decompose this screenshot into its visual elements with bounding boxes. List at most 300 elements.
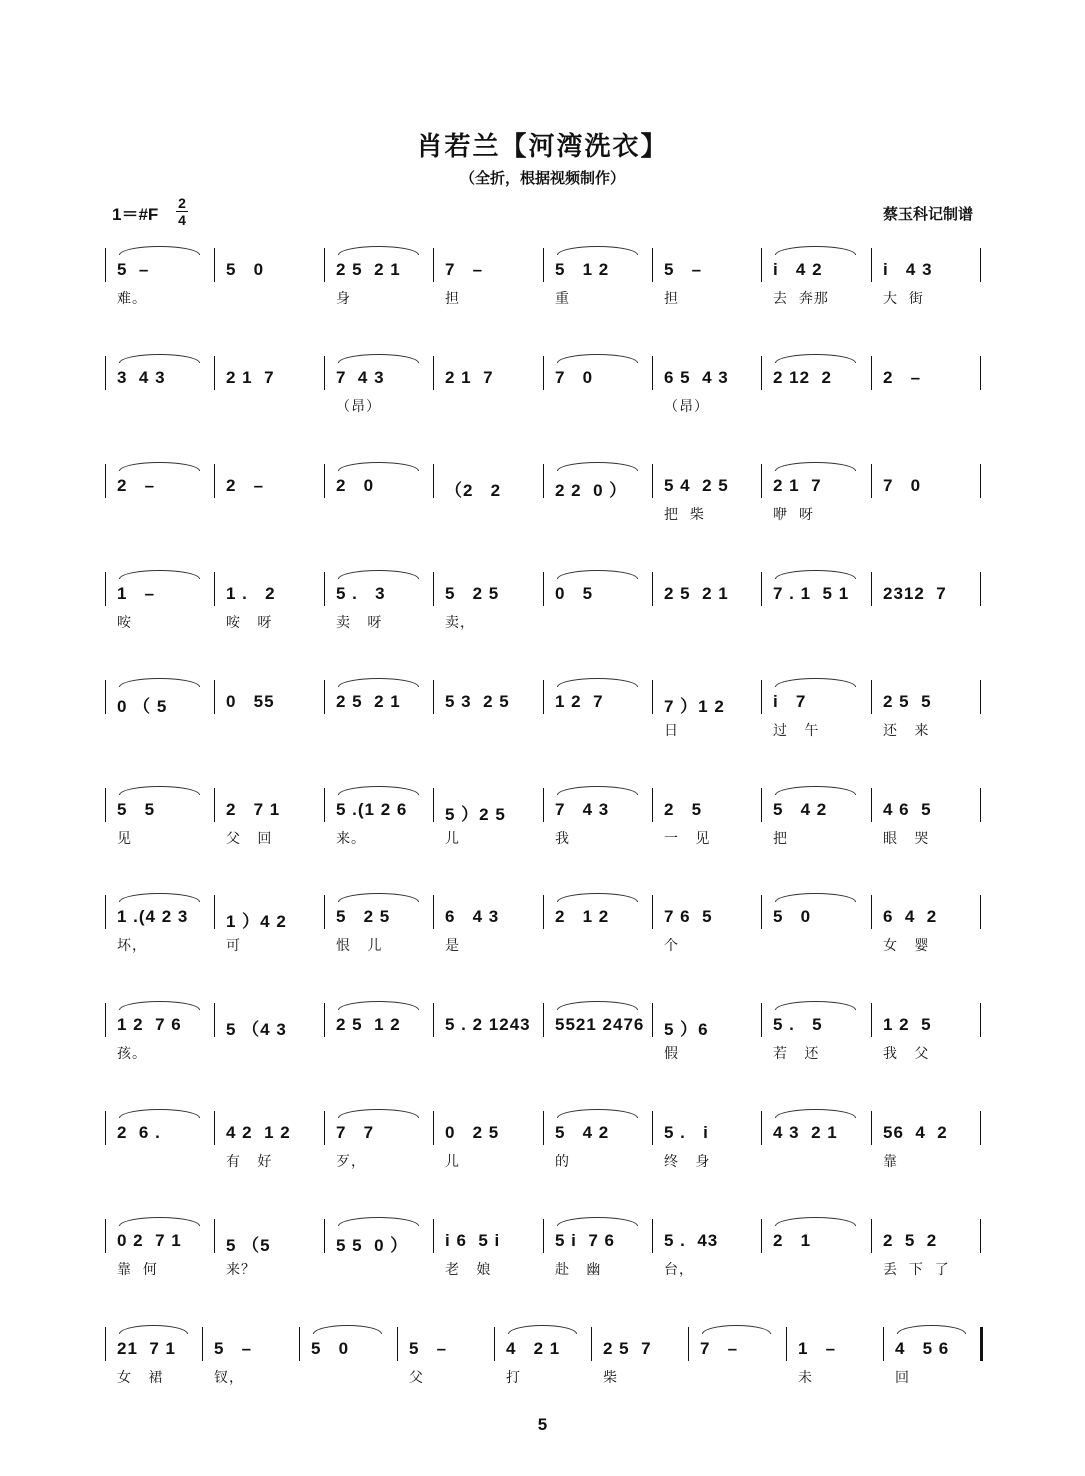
measure-notes: 7 4 3 bbox=[555, 800, 610, 819]
measure-lyrics: 难。 bbox=[117, 291, 147, 307]
measure-notes: 5 . 43 bbox=[664, 1231, 719, 1250]
bar-line bbox=[980, 788, 981, 822]
measure-lyrics: 打 bbox=[506, 1370, 521, 1386]
slur-mark bbox=[557, 462, 638, 471]
slur-mark bbox=[338, 462, 419, 471]
bar-line bbox=[324, 680, 325, 714]
slur-mark bbox=[775, 678, 856, 687]
slur-mark bbox=[775, 462, 856, 471]
measure-notes: 2 7 1 bbox=[226, 800, 281, 819]
bar-line bbox=[543, 788, 544, 822]
slur-mark bbox=[119, 1109, 200, 1118]
measure-notes: i 4 2 bbox=[773, 260, 823, 279]
bar-line bbox=[214, 356, 215, 390]
bar-line bbox=[105, 1111, 106, 1145]
measure-lyrics: 担 bbox=[445, 291, 460, 307]
bar-line bbox=[761, 788, 762, 822]
slur-mark bbox=[119, 893, 200, 902]
measure-notes: 2 5 2 1 bbox=[336, 692, 401, 711]
bar-line bbox=[761, 680, 762, 714]
bar-line bbox=[761, 1219, 762, 1253]
measure-lyrics: 个 bbox=[664, 938, 679, 954]
measure-notes: 2 5 2 1 bbox=[664, 584, 729, 603]
measure-lyrics: 坏， bbox=[117, 938, 147, 954]
bar-line bbox=[105, 248, 106, 282]
measure-notes: 4 2 1 bbox=[506, 1339, 561, 1358]
bar-line bbox=[105, 464, 106, 498]
measure-notes: 2 1 bbox=[773, 1231, 812, 1250]
measure-lyrics: 卖 呀 bbox=[336, 615, 383, 631]
score-row bbox=[105, 1109, 980, 1199]
bar-line bbox=[299, 1327, 300, 1361]
measure-notes: 2 1 7 bbox=[226, 368, 275, 387]
measure-notes: 5 4 2 bbox=[773, 800, 828, 819]
bar-line bbox=[543, 895, 544, 929]
measure-notes: 2 – bbox=[883, 368, 922, 387]
bar-line bbox=[761, 248, 762, 282]
measure-notes: 5 2 5 bbox=[336, 907, 391, 926]
bar-line bbox=[871, 356, 872, 390]
bar-line bbox=[214, 1111, 215, 1145]
bar-line bbox=[652, 1111, 653, 1145]
measure-lyrics: 的 bbox=[555, 1154, 570, 1170]
measure-lyrics: 咹 呀 bbox=[226, 615, 273, 631]
measure-notes: 6 4 3 bbox=[445, 907, 500, 926]
measure-lyrics: 日 bbox=[664, 723, 679, 739]
bar-line bbox=[688, 1327, 689, 1361]
bar-line bbox=[652, 788, 653, 822]
measure-notes: 0 55 bbox=[226, 692, 275, 711]
measure-notes: 5 . i bbox=[664, 1123, 709, 1142]
measure-notes: 6 5 4 3 bbox=[664, 368, 729, 387]
bar-line bbox=[324, 895, 325, 929]
measure-notes: 5 – bbox=[117, 260, 150, 279]
bar-line bbox=[761, 895, 762, 929]
measure-lyrics: 是 bbox=[445, 938, 460, 954]
bar-line bbox=[324, 1219, 325, 1253]
measure-lyrics: 父 bbox=[409, 1370, 424, 1386]
measure-notes: 5 2 5 bbox=[445, 584, 500, 603]
measure-notes: 2 5 1 2 bbox=[336, 1015, 401, 1034]
measure-notes: 7 – bbox=[445, 260, 484, 279]
bar-line bbox=[214, 895, 215, 929]
measure-lyrics: 把 bbox=[773, 831, 788, 847]
bar-line bbox=[105, 1219, 106, 1253]
score-row bbox=[105, 1001, 980, 1091]
slur-mark bbox=[775, 246, 856, 255]
bar-line bbox=[214, 680, 215, 714]
bar-line bbox=[980, 1111, 981, 1145]
score-row bbox=[105, 1325, 980, 1415]
bar-line bbox=[105, 1327, 106, 1361]
measure-lyrics: 可 bbox=[226, 938, 241, 954]
bar-line bbox=[324, 248, 325, 282]
measure-notes: 1 2 5 bbox=[883, 1015, 932, 1034]
page-subtitle: （全折，根据视频制作） bbox=[459, 169, 625, 187]
measure-notes: 5 – bbox=[409, 1339, 448, 1358]
bar-line bbox=[105, 1003, 106, 1037]
bar-line bbox=[543, 572, 544, 606]
bar-line bbox=[214, 248, 215, 282]
measure-notes: 2 1 7 bbox=[773, 476, 822, 495]
bar-line bbox=[761, 464, 762, 498]
measure-lyrics: 去 奔那 bbox=[773, 291, 829, 307]
bar-line bbox=[980, 572, 981, 606]
bar-line bbox=[652, 248, 653, 282]
measure-lyrics: 见 bbox=[117, 831, 132, 847]
measure-notes: 5521 2476 bbox=[555, 1015, 645, 1034]
slur-mark bbox=[338, 1001, 419, 1010]
bar-line bbox=[652, 1219, 653, 1253]
bar-line bbox=[761, 572, 762, 606]
measure-lyrics: 丢 下 了 bbox=[883, 1262, 950, 1278]
bar-line bbox=[786, 1327, 787, 1361]
measure-notes: i 7 bbox=[773, 692, 807, 711]
bar-line bbox=[433, 1111, 434, 1145]
measure-notes: 5 5 bbox=[117, 800, 156, 819]
bar-line bbox=[324, 572, 325, 606]
key-signature: 1＝#F bbox=[112, 205, 159, 224]
measure-notes: 1 2 7 bbox=[555, 692, 604, 711]
measure-notes: 2 5 2 bbox=[883, 1231, 938, 1250]
bar-line bbox=[105, 356, 106, 390]
measure-lyrics: 假 bbox=[664, 1046, 679, 1062]
slur-mark bbox=[119, 678, 200, 687]
measure-lyrics: 眼 哭 bbox=[883, 831, 930, 847]
bar-line bbox=[433, 788, 434, 822]
measure-notes: 5 – bbox=[214, 1339, 253, 1358]
bar-line bbox=[324, 464, 325, 498]
measure-notes: 5 ）2 5 bbox=[445, 805, 506, 824]
measure-lyrics: 终 身 bbox=[664, 1154, 711, 1170]
measure-notes: 5 5 0 ） bbox=[336, 1236, 409, 1255]
measure-lyrics: 有 好 bbox=[226, 1154, 273, 1170]
measure-lyrics: 若 还 bbox=[773, 1046, 820, 1062]
bar-line bbox=[871, 1003, 872, 1037]
measure-notes: 4 6 5 bbox=[883, 800, 932, 819]
measure-notes: 5 i 7 6 bbox=[555, 1231, 615, 1250]
measure-notes: 2312 7 bbox=[883, 584, 947, 603]
measure-notes: 5 0 bbox=[773, 907, 812, 926]
slur-mark bbox=[775, 1109, 856, 1118]
measure-notes: 1 – bbox=[117, 584, 156, 603]
measure-notes: 7 – bbox=[700, 1339, 739, 1358]
meter-bottom: 4 bbox=[178, 212, 186, 228]
slur-mark bbox=[338, 570, 419, 579]
measure-lyrics: 父 回 bbox=[226, 831, 273, 847]
bar-line bbox=[105, 788, 106, 822]
bar-line bbox=[214, 1219, 215, 1253]
slur-mark bbox=[557, 1109, 638, 1118]
measure-lyrics: 身 bbox=[336, 291, 351, 307]
time-signature bbox=[176, 196, 188, 227]
bar-line bbox=[214, 788, 215, 822]
bar-line bbox=[652, 895, 653, 929]
score-row bbox=[105, 462, 980, 552]
measure-notes: 56 4 2 bbox=[883, 1123, 948, 1142]
measure-notes: 0 2 5 bbox=[445, 1123, 500, 1142]
measure-notes: 7 ）1 2 bbox=[664, 697, 725, 716]
slur-mark bbox=[508, 1325, 577, 1334]
measure-lyrics: （昂） bbox=[664, 399, 709, 415]
score-row bbox=[105, 786, 980, 876]
transcriber-credit: 蔡玉科记制谱 bbox=[882, 205, 973, 223]
slur-mark bbox=[897, 1325, 966, 1334]
bar-line bbox=[761, 356, 762, 390]
bar-line bbox=[980, 248, 981, 282]
measure-notes: 5 （4 3 bbox=[226, 1020, 287, 1039]
measure-notes: 5 1 2 bbox=[555, 260, 610, 279]
slur-mark bbox=[338, 786, 419, 795]
bar-line bbox=[433, 680, 434, 714]
measure-notes: 2 6 . bbox=[117, 1123, 161, 1142]
measure-notes: 7 0 bbox=[555, 368, 594, 387]
slur-mark bbox=[338, 354, 419, 363]
measure-notes: 5 ）6 bbox=[664, 1020, 709, 1039]
measure-notes: 5 . 2 1243 bbox=[445, 1015, 531, 1034]
bar-line bbox=[433, 1003, 434, 1037]
measure-notes: 5 – bbox=[664, 260, 703, 279]
slur-mark bbox=[119, 786, 200, 795]
measure-lyrics: 回 bbox=[895, 1370, 910, 1386]
page-number: 5 bbox=[537, 1415, 548, 1434]
measure-lyrics: 咹 bbox=[117, 615, 132, 631]
measure-notes: 5 . 3 bbox=[336, 584, 386, 603]
slur-mark bbox=[557, 786, 638, 795]
measure-lyrics: 来。 bbox=[336, 831, 366, 847]
measure-notes: 2 12 2 bbox=[773, 368, 832, 387]
bar-line bbox=[980, 680, 981, 714]
bar-line bbox=[433, 895, 434, 929]
bar-line bbox=[871, 572, 872, 606]
bar-line bbox=[494, 1327, 495, 1361]
measure-lyrics: 未 bbox=[798, 1370, 813, 1386]
measure-notes: i 4 3 bbox=[883, 260, 933, 279]
bar-line bbox=[543, 1003, 544, 1037]
measure-notes: 6 4 2 bbox=[883, 907, 938, 926]
slur-mark bbox=[775, 786, 856, 795]
measure-lyrics: 老 娘 bbox=[445, 1262, 492, 1278]
bar-line bbox=[652, 1003, 653, 1037]
measure-notes: 2 1 7 bbox=[445, 368, 494, 387]
measure-notes: 2 1 2 bbox=[555, 907, 610, 926]
measure-notes: 7 6 5 bbox=[664, 907, 713, 926]
bar-line bbox=[214, 464, 215, 498]
bar-line bbox=[543, 1219, 544, 1253]
bar-line bbox=[761, 1003, 762, 1037]
slur-mark bbox=[119, 1217, 200, 1226]
bar-line bbox=[871, 248, 872, 282]
measure-lyrics: 靠 何 bbox=[117, 1262, 158, 1278]
bar-line bbox=[652, 356, 653, 390]
measure-notes: 5 （5 bbox=[226, 1236, 271, 1255]
bar-line bbox=[324, 1003, 325, 1037]
bar-line bbox=[105, 572, 106, 606]
score-row bbox=[105, 354, 980, 444]
measure-notes: 2 5 7 bbox=[603, 1339, 652, 1358]
measure-notes: 2 5 bbox=[664, 800, 703, 819]
bar-line bbox=[214, 1003, 215, 1037]
measure-notes: 3 4 3 bbox=[117, 368, 166, 387]
measure-lyrics: 台， bbox=[664, 1262, 694, 1278]
bar-line bbox=[433, 464, 434, 498]
bar-line bbox=[652, 572, 653, 606]
measure-notes: 5 .(1 2 6 bbox=[336, 800, 408, 819]
bar-line bbox=[980, 895, 981, 929]
slur-mark bbox=[775, 570, 856, 579]
measure-notes: 5 4 2 bbox=[555, 1123, 610, 1142]
measure-lyrics: 担 bbox=[664, 291, 679, 307]
bar-line bbox=[871, 1219, 872, 1253]
bar-line bbox=[214, 572, 215, 606]
slur-mark bbox=[119, 570, 200, 579]
measure-notes: 7 . 1 5 1 bbox=[773, 584, 850, 603]
measure-lyrics: 重 bbox=[555, 291, 570, 307]
measure-notes: 7 7 bbox=[336, 1123, 375, 1142]
bar-line bbox=[543, 248, 544, 282]
measure-lyrics: （昂） bbox=[336, 399, 381, 415]
bar-line bbox=[543, 1111, 544, 1145]
score-row bbox=[105, 1217, 980, 1307]
measure-notes: 5 . 5 bbox=[773, 1015, 823, 1034]
measure-lyrics: 靠 bbox=[883, 1154, 898, 1170]
slur-mark bbox=[557, 246, 638, 255]
slur-mark bbox=[557, 1217, 638, 1226]
bar-line bbox=[105, 895, 106, 929]
bar-line bbox=[980, 464, 981, 498]
bar-line bbox=[980, 1327, 983, 1361]
measure-notes: 5 0 bbox=[226, 260, 265, 279]
measure-lyrics: 来？ bbox=[226, 1262, 256, 1278]
measure-lyrics: 孩。 bbox=[117, 1046, 147, 1062]
measure-notes: 5 4 2 5 bbox=[664, 476, 729, 495]
bar-line bbox=[871, 1111, 872, 1145]
bar-line bbox=[591, 1327, 592, 1361]
bar-line bbox=[324, 356, 325, 390]
score-row bbox=[105, 246, 980, 336]
bar-line bbox=[871, 680, 872, 714]
slur-mark bbox=[557, 570, 638, 579]
bar-line bbox=[433, 572, 434, 606]
slur-mark bbox=[119, 354, 200, 363]
bar-line bbox=[324, 1111, 325, 1145]
bar-line bbox=[980, 1003, 981, 1037]
score-row bbox=[105, 570, 980, 660]
bar-line bbox=[202, 1327, 203, 1361]
measure-notes: 7 4 3 bbox=[336, 368, 385, 387]
measure-lyrics: 过 午 bbox=[773, 723, 820, 739]
measure-notes: 1 .(4 2 3 bbox=[117, 907, 189, 926]
measure-notes: 4 2 1 2 bbox=[226, 1123, 291, 1142]
slur-mark bbox=[313, 1325, 382, 1334]
measure-lyrics: 大 街 bbox=[883, 291, 924, 307]
slur-mark bbox=[557, 354, 638, 363]
measure-notes: 2 – bbox=[117, 476, 156, 495]
measure-notes: 2 – bbox=[226, 476, 265, 495]
measure-notes: 4 5 6 bbox=[895, 1339, 950, 1358]
measure-lyrics: 卖， bbox=[445, 615, 475, 631]
slur-mark bbox=[119, 1001, 200, 1010]
bar-line bbox=[652, 680, 653, 714]
measure-lyrics: 一 见 bbox=[664, 831, 711, 847]
slur-mark bbox=[775, 893, 856, 902]
measure-notes: 0 2 7 1 bbox=[117, 1231, 182, 1250]
slur-mark bbox=[557, 678, 638, 687]
measure-notes: i 6 5 i bbox=[445, 1231, 501, 1250]
measure-notes: 0 5 bbox=[555, 584, 594, 603]
measure-notes: （2 2 bbox=[445, 481, 502, 500]
measure-lyrics: 儿 bbox=[445, 831, 460, 847]
bar-line bbox=[433, 356, 434, 390]
measure-lyrics: 女 裙 bbox=[117, 1370, 164, 1386]
measure-lyrics: 儿 bbox=[445, 1154, 460, 1170]
measure-notes: 2 5 5 bbox=[883, 692, 932, 711]
measure-lyrics: 赴 幽 bbox=[555, 1262, 602, 1278]
slur-mark bbox=[338, 1217, 419, 1226]
slur-mark bbox=[702, 1325, 771, 1334]
slur-mark bbox=[338, 246, 419, 255]
measure-notes: 2 0 bbox=[336, 476, 375, 495]
score-row bbox=[105, 678, 980, 768]
slur-mark bbox=[557, 893, 638, 902]
score-row bbox=[105, 893, 980, 983]
bar-line bbox=[871, 464, 872, 498]
measure-notes: 21 7 1 bbox=[117, 1339, 176, 1358]
measure-lyrics: 咿 呀 bbox=[773, 507, 814, 523]
slur-mark bbox=[338, 1109, 419, 1118]
measure-lyrics: 柴 bbox=[603, 1370, 618, 1386]
measure-notes: 0 （ 5 bbox=[117, 697, 168, 716]
measure-notes: 1 . 2 bbox=[226, 584, 276, 603]
bar-line bbox=[871, 788, 872, 822]
bar-line bbox=[543, 356, 544, 390]
slur-mark bbox=[338, 678, 419, 687]
measure-notes: 1 ）4 2 bbox=[226, 912, 287, 931]
bar-line bbox=[652, 464, 653, 498]
measure-notes: 4 3 2 1 bbox=[773, 1123, 838, 1142]
bar-line bbox=[871, 895, 872, 929]
measure-notes: 5 0 bbox=[311, 1339, 350, 1358]
bar-line bbox=[761, 1111, 762, 1145]
page-title: 肖若兰【河湾洗衣】 bbox=[416, 132, 669, 162]
bar-line bbox=[883, 1327, 884, 1361]
measure-lyrics: 我 bbox=[555, 831, 570, 847]
bar-line bbox=[433, 248, 434, 282]
slur-mark bbox=[557, 1001, 638, 1010]
bar-line bbox=[980, 356, 981, 390]
measure-notes: 1 2 7 6 bbox=[117, 1015, 182, 1034]
bar-line bbox=[433, 1219, 434, 1253]
measure-lyrics: 还 来 bbox=[883, 723, 930, 739]
bar-line bbox=[324, 788, 325, 822]
measure-lyrics: 把 柴 bbox=[664, 507, 705, 523]
measure-notes: 5 3 2 5 bbox=[445, 692, 510, 711]
measure-notes: 2 5 2 1 bbox=[336, 260, 401, 279]
bar-line bbox=[980, 1219, 981, 1253]
bar-line bbox=[543, 464, 544, 498]
measure-lyrics: 歹， bbox=[336, 1154, 366, 1170]
measure-notes: 1 – bbox=[798, 1339, 837, 1358]
measure-lyrics: 钗， bbox=[214, 1370, 244, 1386]
slur-mark bbox=[119, 462, 200, 471]
slur-mark bbox=[338, 893, 419, 902]
slur-mark bbox=[775, 354, 856, 363]
measure-lyrics: 我 父 bbox=[883, 1046, 930, 1062]
measure-lyrics: 女 婴 bbox=[883, 938, 930, 954]
meter-top: 2 bbox=[178, 195, 186, 211]
measure-notes: 2 2 0 ） bbox=[555, 481, 628, 500]
measure-notes: 7 0 bbox=[883, 476, 922, 495]
